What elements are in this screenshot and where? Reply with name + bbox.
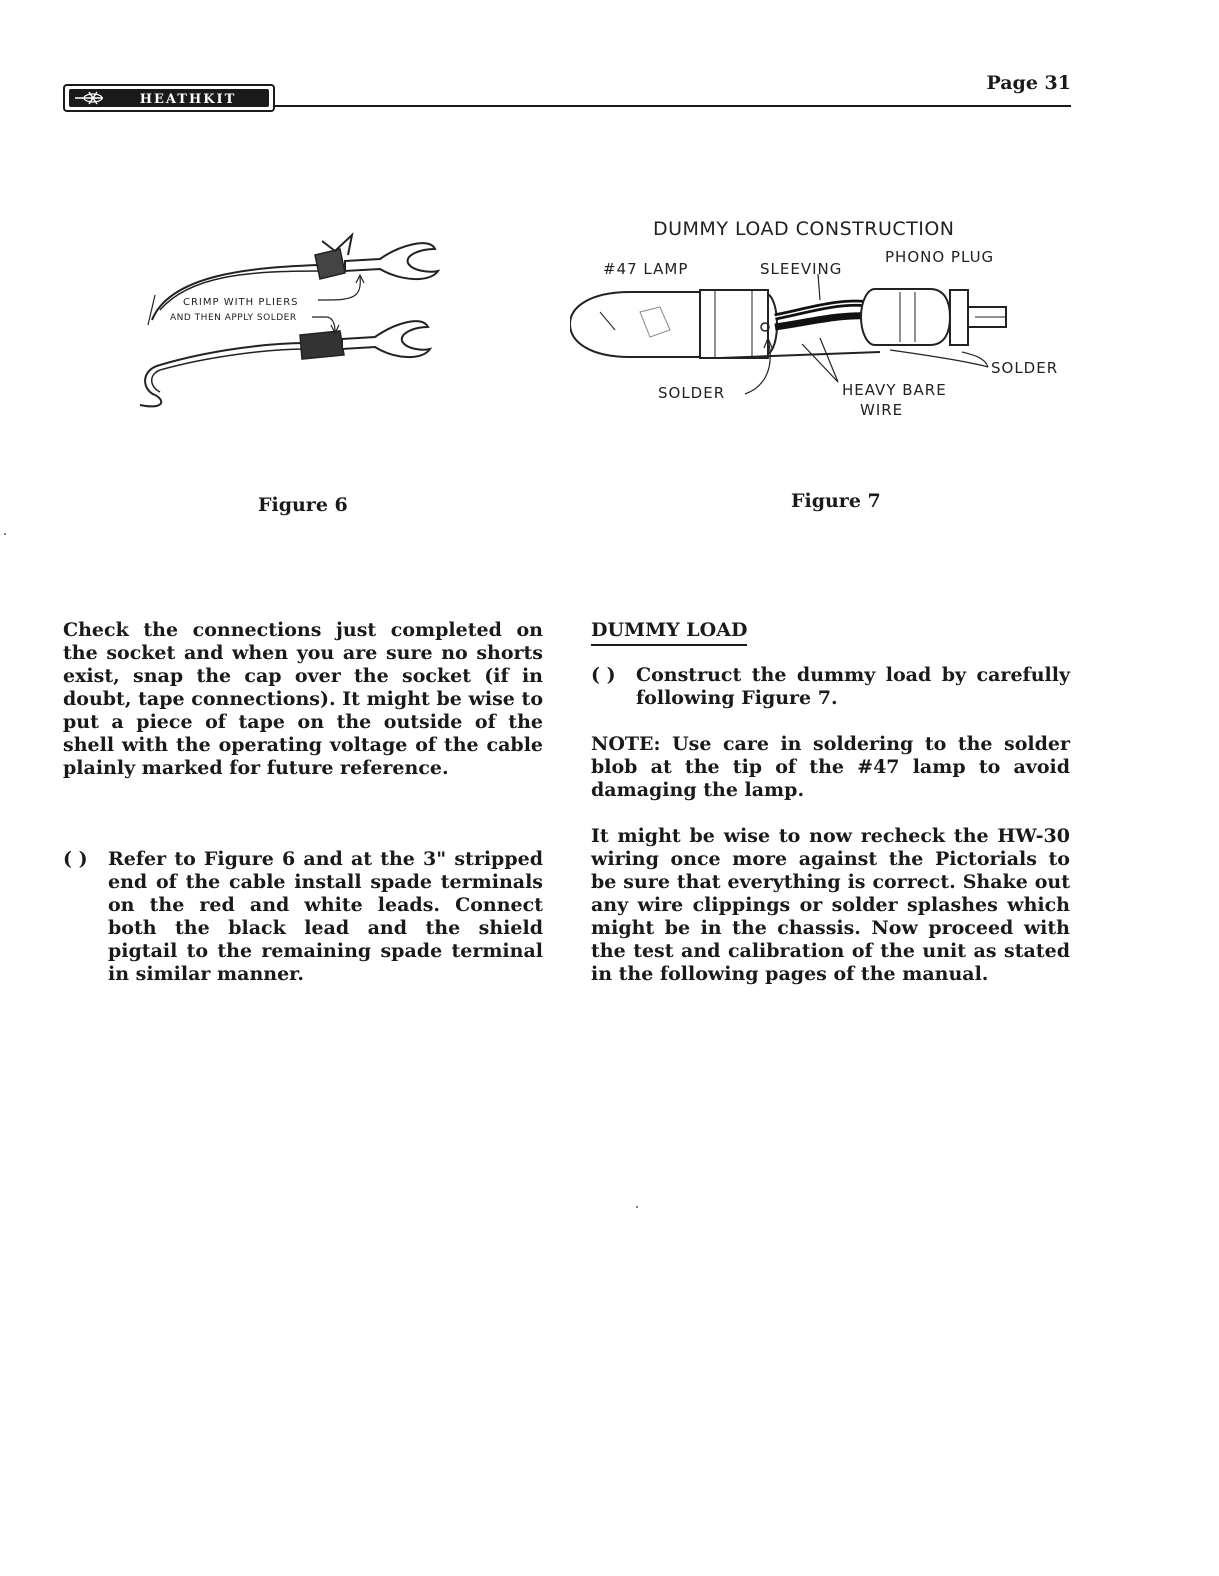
- right-note: NOTE: Use care in soldering to the solder blob at the tip of the #47 lamp to avoid damaging the lamp.: [591, 733, 1070, 801]
- dummy-load-heading: DUMMY LOAD: [591, 619, 747, 646]
- left-step-checkbox[interactable]: ( ): [63, 848, 88, 870]
- left-step-text: Refer to Figure 6 and at the 3" stripped end of the cable install spade terminals on the red and white leads. Connect both the black lead and the shield pigtail to the remaining spade terminal in similar manner.: [108, 848, 543, 985]
- figure-6: [130, 225, 460, 415]
- sleeving-label: SLEEVING: [760, 260, 843, 278]
- stray-dot: [4, 533, 6, 535]
- right-step-text: Construct the dummy load by carefully following Figure 7.: [636, 664, 1070, 709]
- figure-7: [570, 212, 1070, 427]
- solder-right-label: SOLDER: [991, 359, 1059, 377]
- right-paragraph: It might be wise to now recheck the HW-30 wiring once more against the Pictorials to be sure that everything is correct. Shake out any wire clippings or solder splashes which might be in the chassis. Now proceed with the test and calibration of the unit as stated in the following pages of the manual.: [591, 825, 1070, 985]
- figure-7-title: DUMMY LOAD CONSTRUCTION: [653, 218, 955, 240]
- phono-plug-label: PHONO PLUG: [885, 248, 995, 266]
- crimp-callout-line1: CRIMP WITH PLIERS: [183, 297, 299, 308]
- figure-6-caption: Figure 6: [258, 494, 348, 516]
- crimp-callout-line2: AND THEN APPLY SOLDER: [170, 313, 297, 323]
- heavy-bare-label: HEAVY BARE: [842, 381, 947, 399]
- spade-terminal-illustration: [130, 225, 460, 415]
- heavy-bare-wire-label: WIRE: [860, 401, 904, 419]
- left-step: [63, 848, 543, 986]
- page-header: [63, 70, 1071, 114]
- page-number: Page 31: [986, 72, 1071, 94]
- left-column: [63, 619, 543, 986]
- header-rule: [275, 105, 1071, 107]
- figure-7-caption: Figure 7: [791, 490, 881, 512]
- right-column: [591, 619, 1070, 986]
- lamp-label: #47 LAMP: [603, 260, 689, 278]
- brand-text: HEATHKIT: [139, 92, 237, 107]
- right-step: [591, 664, 1070, 710]
- solder-left-label: SOLDER: [658, 384, 726, 402]
- stray-dot: [636, 1206, 638, 1208]
- dummy-load-illustration: [570, 212, 1070, 427]
- left-paragraph-1: Check the connections just completed on the socket and when you are sure no shorts exist, snap the cap over the socket (if in doubt, tape connections). It might be wise to put a piece of tape on the outside of the shell with the operating voltage of the cable plainly marked for future reference.: [63, 619, 543, 779]
- heathkit-logo: [63, 84, 275, 112]
- right-step-checkbox[interactable]: ( ): [591, 664, 616, 686]
